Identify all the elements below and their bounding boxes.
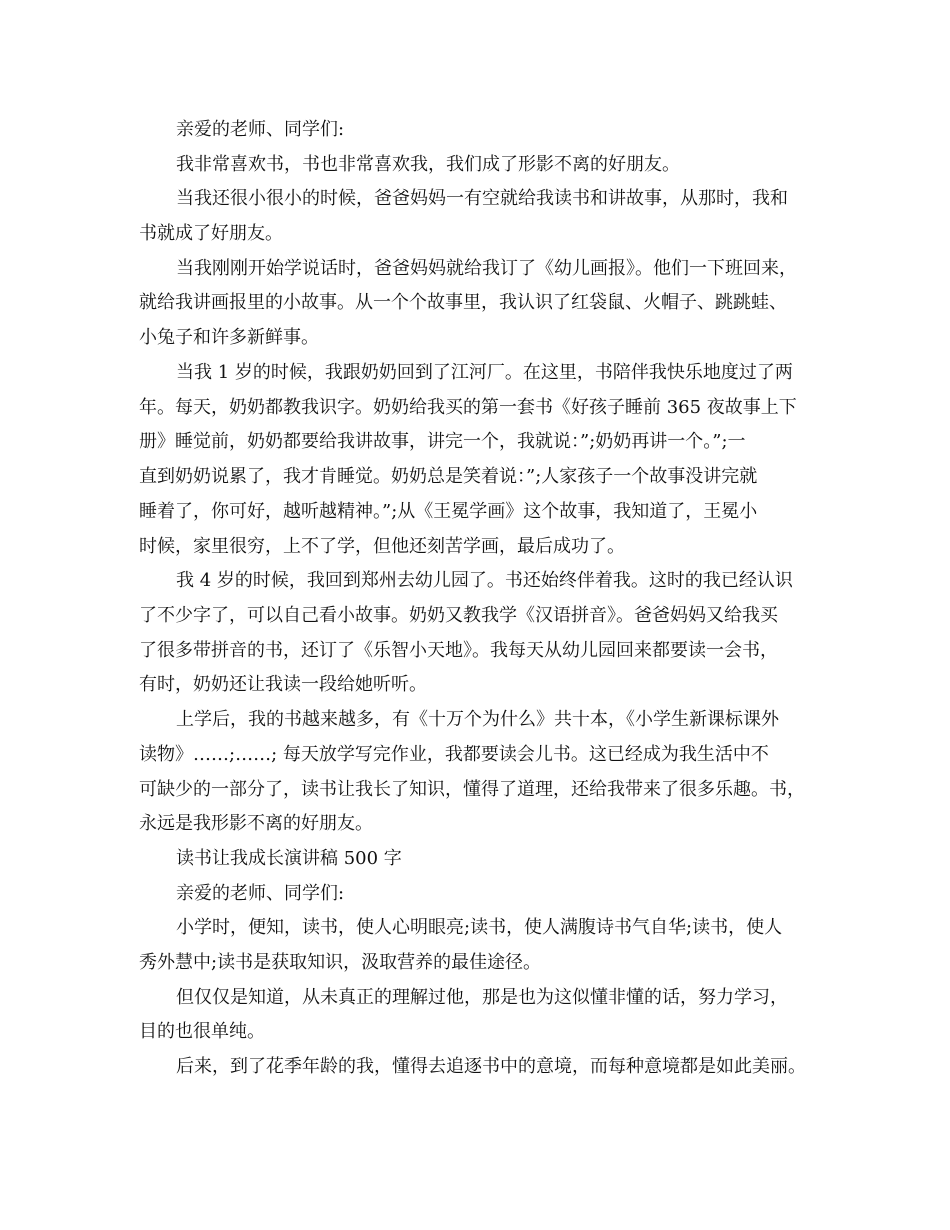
text-line: 有时，奶奶还让我读一段给她听听。 xyxy=(139,674,427,695)
text-line: 上学后，我的书越来越多，有《十万个为什么》共十本，《小学生新课标课外 xyxy=(176,709,779,730)
text-line: 直到奶奶说累了，我才肯睡觉。奶奶总是笑着说：”;人家孩子一个故事没讲完就 xyxy=(139,466,758,487)
text-line: 小学时，便知，读书，使人心明眼亮;读书，使人满腹诗书气自华;读书，使人 xyxy=(176,917,783,938)
text-line: 但仅仅是知道，从未真正的理解过他，那是也为这似懂非懂的话，努力学习， xyxy=(176,987,788,1008)
text-line: 秀外慧中;读书是获取知识，汲取营养的最佳途径。 xyxy=(139,952,542,973)
text-line: 我 4 岁的时候，我回到郑州去幼儿园了。书还始终伴着我。这时的我已经认识 xyxy=(176,570,793,591)
text-line: 时候，家里很穷，上不了学，但他还刻苦学画，最后成功了。 xyxy=(139,536,625,557)
text-line: 后来，到了花季年龄的我，懂得去追逐书中的意境，而每种意境都是如此美丽。 xyxy=(176,1056,806,1077)
text-line: 当我刚刚开始学说话时，爸爸妈妈就给我订了《幼儿画报》。他们一下班回来， xyxy=(176,258,797,279)
text-line: 了很多带拼音的书，还订了《乐智小天地》。我每天从幼儿园回来都要读一会书， xyxy=(139,640,778,661)
text-line: 永远是我形影不离的好朋友。 xyxy=(139,813,373,834)
section-title: 读书让我成长演讲稿 500 字 xyxy=(176,848,402,869)
text-line: 年。每天，奶奶都教我识字。奶奶给我买的第一套书《好孩子睡前 365 夜故事上下 xyxy=(139,397,797,418)
text-line: 亲爱的老师、同学们: xyxy=(176,883,345,904)
text-line: 册》睡觉前，奶奶都要给我讲故事，讲完一个，我就说：”;奶奶再讲一个。”;一 xyxy=(139,431,746,452)
text-line: 读物》……;……; 每天放学写完作业，我都要读会儿书。这已经成为我生活中不 xyxy=(139,744,769,765)
text-line: 书就成了好朋友。 xyxy=(139,223,283,244)
text-line: 我非常喜欢书，书也非常喜欢我，我们成了形影不离的好朋友。 xyxy=(176,154,680,175)
text-line: 目的也很单纯。 xyxy=(139,1021,265,1042)
text-line: 了不少字了，可以自己看小故事。奶奶又教我学《汉语拼音》。爸爸妈妈又给我买 xyxy=(139,605,778,626)
text-line: 可缺少的一部分了，读书让我长了知识，懂得了道理，还给我带来了很多乐趣。书， xyxy=(139,779,805,800)
text-line: 当我还很小很小的时候，爸爸妈妈一有空就给我读书和讲故事，从那时，我和 xyxy=(176,188,788,209)
text-line: 亲爱的老师、同学们: xyxy=(176,119,345,140)
text-line: 就给我讲画报里的小故事。从一个个故事里，我认识了红袋鼠、火帽子、跳跳蛙、 xyxy=(139,292,787,313)
text-line: 睡着了，你可好，越听越精神。”;从《王冕学画》这个故事，我知道了，王冕小 xyxy=(139,501,758,522)
text-line: 小兔子和许多新鲜事。 xyxy=(139,327,319,348)
text-line: 当我 1 岁的时候，我跟奶奶回到了江河厂。在这里，书陪伴我快乐地度过了两 xyxy=(176,362,793,383)
